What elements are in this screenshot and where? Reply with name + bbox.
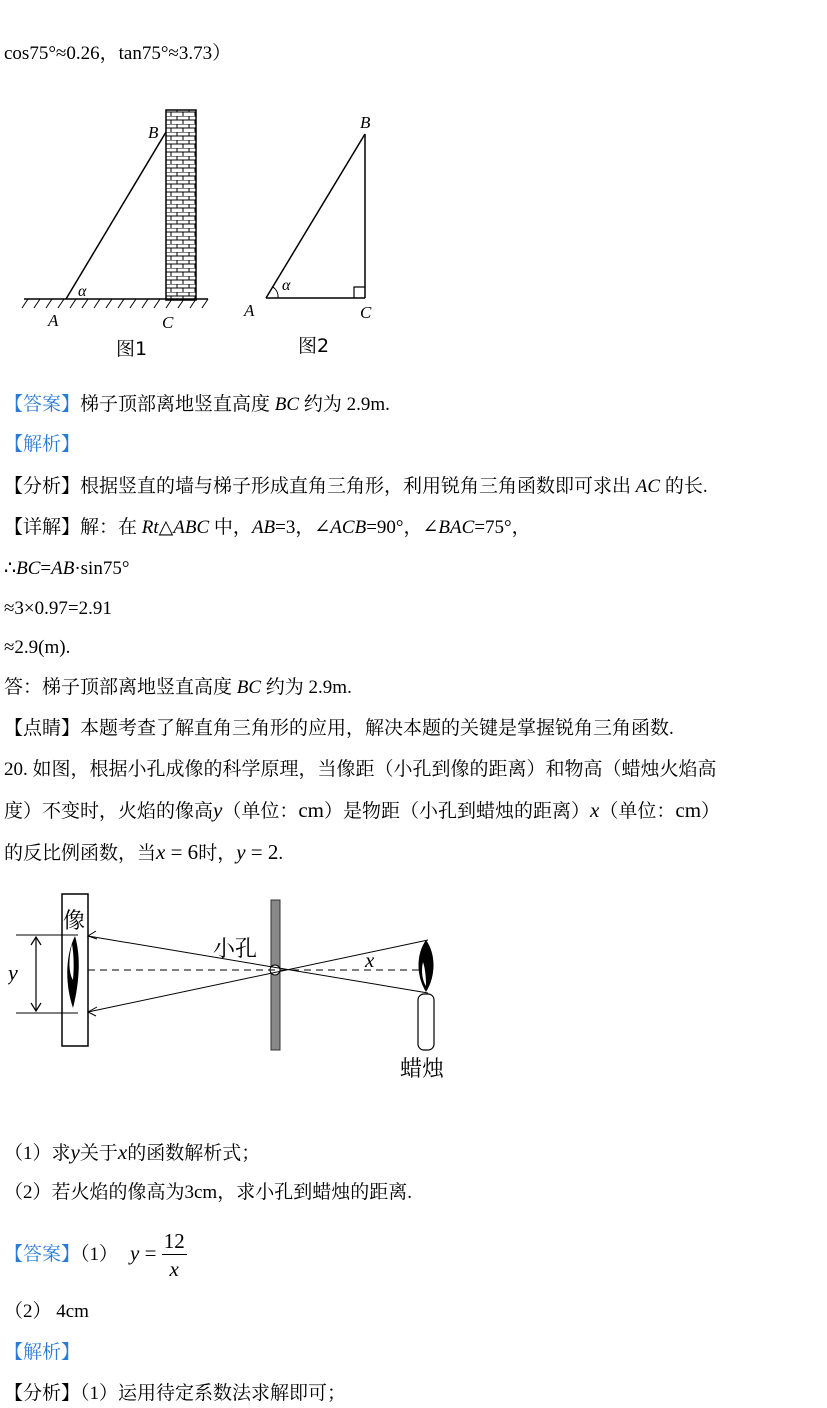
detail-rt-triangle: Rt△ABC: [141, 517, 210, 538]
q19-comment: [4, 717, 674, 741]
q20-analysis-tag: 【解析】: [4, 1342, 81, 1363]
answer-fraction: [162, 1228, 187, 1283]
answer-eq: =: [139, 1241, 162, 1265]
angle-arc: [273, 287, 278, 298]
q19-answer: [4, 393, 390, 417]
conclusion-var: BC: [236, 677, 262, 698]
detail-text: 解：在: [80, 517, 142, 538]
value-2: = 2: [245, 840, 279, 864]
sub-text: （1）求: [4, 1143, 71, 1164]
q20-text: 的反比例函数，当: [4, 843, 157, 864]
candle-body: [418, 994, 434, 1050]
conclusion-post: 约为 2.9m.: [261, 677, 352, 698]
var-y: y: [236, 840, 246, 864]
y-label: y: [8, 960, 18, 985]
q19-conclusion: [4, 676, 352, 700]
answer-post: 约为 2.9m.: [299, 394, 390, 415]
figure-1-caption: 图1: [116, 338, 148, 360]
candle-label: 蜡烛: [400, 1057, 445, 1082]
ray-top: [88, 936, 428, 993]
hypotenuse-ab: [266, 134, 365, 298]
value-6: = 6: [165, 840, 199, 864]
label-b: B: [148, 123, 159, 142]
var-y: y: [70, 1140, 80, 1164]
q20-line-1: 20. 如图，根据小孔成像的科学原理，当像距（小孔到像的距离）和物高（蜡烛火焰高: [4, 759, 717, 780]
fenxi-text: （1）运用待定系数法求解即可；: [80, 1383, 347, 1404]
unit-cm: cm: [675, 798, 702, 822]
pinhole-figure: [8, 888, 468, 1088]
q20-line-2: [4, 798, 720, 824]
unit-cm: cm: [298, 798, 325, 822]
fenxi-post: 的长.: [660, 476, 708, 497]
answer-tag: 【答案】: [4, 1244, 81, 1265]
q20-text: ）是物距（小孔到蜡烛的距离）: [324, 801, 591, 822]
q20-answer-1: [4, 1222, 187, 1284]
q19-fenxi: [4, 475, 708, 499]
ray-bottom: [88, 940, 428, 1012]
q20-text: （单位：: [222, 801, 299, 822]
q20-line-3: [4, 840, 283, 866]
fenxi-tag: 【分析】: [4, 1383, 81, 1404]
detail-ab: AB: [251, 517, 276, 538]
q20-sub-1: [4, 1140, 260, 1166]
answer-y: y: [130, 1241, 140, 1265]
step-eq: =: [40, 558, 52, 579]
detail-bac: BAC: [438, 517, 475, 538]
intro-line: cos75°≈0.26，tan75°≈3.73）: [4, 43, 232, 64]
answer-var: BC: [274, 394, 300, 415]
conclusion-pre: 答：梯子顶部离地竖直高度: [4, 677, 237, 698]
var-x: x: [156, 840, 166, 864]
detail-text: 中，: [209, 517, 252, 538]
brick-wall: [166, 110, 196, 300]
detail-text: =75°，: [474, 517, 531, 538]
label-c: C: [162, 313, 174, 332]
ray-arrow-top: [88, 931, 97, 939]
step-ab: AB: [51, 558, 75, 579]
detail-tag: 【详解】: [4, 517, 81, 538]
q20-text: .: [278, 843, 284, 864]
figure-2-caption: 图2: [298, 335, 330, 357]
x-label: x: [365, 948, 375, 972]
comment-tag: 【点睛】: [4, 718, 81, 739]
var-y: y: [213, 798, 223, 822]
detail-text: =90°，∠: [366, 517, 439, 538]
label-c: C: [360, 303, 372, 322]
figure-2-right-triangle: [236, 100, 396, 370]
var-x: x: [590, 798, 600, 822]
label-alpha: α: [78, 283, 87, 300]
label-a: A: [244, 301, 255, 320]
ladder-line: [66, 132, 166, 299]
sub-text: 的函数解析式；: [127, 1143, 261, 1164]
answer-tag: 【答案】: [4, 394, 81, 415]
q19-detail: [4, 516, 531, 540]
fraction-denominator: x: [169, 1257, 179, 1282]
q19-step-3: ≈2.9(m).: [4, 637, 71, 658]
label-a: A: [48, 311, 59, 330]
comment-text: 本题考查了解直角三角形的应用，解决本题的关键是掌握锐角三角函数.: [80, 718, 674, 739]
sub-text: 关于: [79, 1143, 118, 1164]
hole-label: 小孔: [213, 937, 258, 962]
image-label: 像: [63, 909, 86, 934]
label-alpha: α: [282, 277, 291, 294]
figure-1-ladder-wall: [18, 100, 218, 370]
candle-flame: [419, 940, 434, 992]
q20-text: ）: [701, 801, 721, 822]
answer-part-1: （1）: [80, 1244, 119, 1265]
right-angle-mark: [354, 287, 365, 298]
fenxi-pre: 根据竖直的墙与梯子形成直角三角形，利用锐角三角函数即可求出: [80, 476, 636, 497]
step-bc: BC: [16, 558, 41, 579]
q19-step-1: [4, 557, 129, 581]
fenxi-tag: 【分析】: [4, 476, 81, 497]
q19-analysis-tag: 【解析】: [4, 434, 81, 455]
q20-answer-2: （2） 4cm: [4, 1301, 89, 1322]
detail-text: =3，∠: [275, 517, 331, 538]
q19-step-2: ≈3×0.97=2.91: [4, 598, 112, 619]
step-sin: ·sin75°: [74, 558, 130, 579]
fenxi-var: AC: [635, 476, 661, 497]
q20-fenxi: [4, 1382, 346, 1406]
q20-sub-2: （2）若火焰的像高为3cm，求小孔到蜡烛的距离.: [4, 1182, 412, 1203]
q20-text: 时，: [198, 843, 237, 864]
therefore-symbol: ∴: [4, 558, 17, 579]
q20-text: 度）不变时，火焰的像高: [4, 801, 214, 822]
var-x: x: [117, 1140, 128, 1164]
detail-acb: ACB: [330, 517, 367, 538]
answer-pre: 梯子顶部离地竖直高度: [80, 394, 275, 415]
q20-text: （单位：: [599, 801, 676, 822]
label-b: B: [360, 113, 371, 132]
fraction-numerator: 12: [163, 1229, 185, 1254]
